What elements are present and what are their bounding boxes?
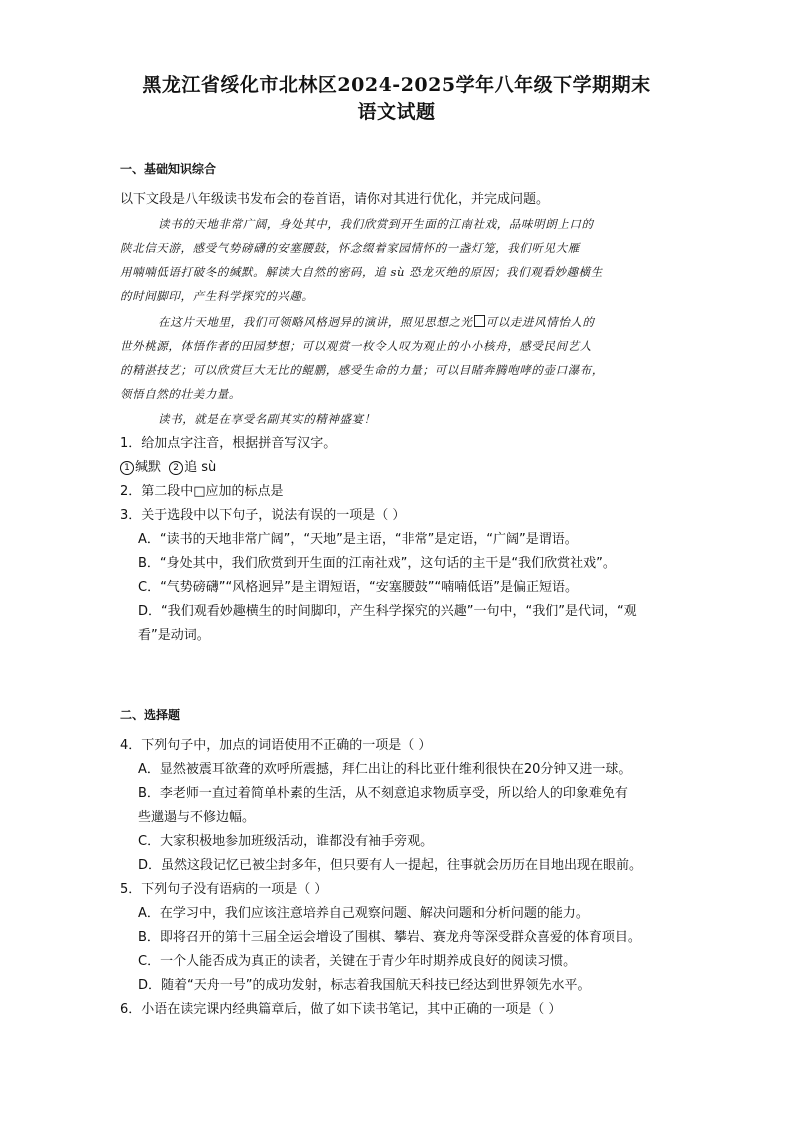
passage-text: 可以走进风情怡人的 [485, 315, 595, 329]
passage-line: 的时间脚印，产生科学探究的兴趣。 [120, 289, 314, 303]
passage-line: 用喃喃低语打破冬的缄默。解读大自然的密码，追 sù 恐龙灭绝的原因；我们观看妙趣横生 [120, 265, 603, 279]
question-3: 3．关于选段中以下句子，说法有误的一项是（ ） [120, 508, 406, 523]
passage-line: 领悟自然的壮美力量。 [120, 387, 241, 401]
passage-line: 世外桃源，体悟作者的田园梦想；可以观赏一枚令人叹为观止的小小核舟，感受民间艺人 [120, 339, 592, 353]
section1-intro: 以下文段是八年级读书发布会的卷首语，请你对其进行优化，并完成问题。 [120, 192, 550, 207]
question-1: 1．给加点字注音，根据拼音写汉字。 [120, 436, 337, 451]
question-6: 6．小语在读完课内经典篇章后，做了如下读书笔记，其中正确的一项是（ ） [120, 1002, 562, 1017]
item-text: 缄默 [135, 460, 162, 475]
question-5-option: B．即将召开的第十三届全运会增设了围棋、攀岩、赛龙舟等深受群众喜爱的体育项目。 [138, 930, 641, 945]
question-3-option: A．“读书的天地非常广阔”，“天地”是主语，“非常”是定语，“广阔”是谓语。 [138, 532, 578, 547]
question-5-option: D．随着“天舟一号”的成功发射，标志着我国航天科技已经达到世界领先水平。 [138, 978, 591, 993]
question-4: 4．下列句子中，加点的词语使用不正确的一项是（ ） [120, 738, 432, 753]
question-4-option: C．大家积极地参加班级活动，谁都没有袖手旁观。 [138, 834, 434, 849]
question-4-option: D．虽然这段记忆已被尘封多年，但只要有人一提起，往事就会历历在目地出现在眼前。 [138, 858, 643, 873]
section-heading-multiple-choice: 二、选择题 [120, 708, 181, 722]
question-5-option: C．一个人能否成为真正的读者，关键在于青少年时期养成良好的阅读习惯。 [138, 954, 577, 969]
passage-line: 读书的天地非常广阔，身处其中，我们欣赏到开生面的江南社戏，品味明朗上口的 [158, 217, 594, 231]
question-4-option: B．李老师一直过着简单朴素的生活，从不刻意追求物质享受，所以给人的印象难免有 [138, 786, 628, 801]
passage-line: 读书，就是在享受名副其实的精神盛宴！ [158, 412, 376, 426]
question-1-items [120, 460, 216, 476]
question-3-option: C．“气势磅礴”“风格迥异”是主谓短语，“安塞腰鼓”“喃喃低语”是偏正短语。 [138, 580, 578, 595]
exam-title-line2: 语文试题 [357, 101, 436, 123]
punctuation-blank-box [474, 315, 485, 327]
passage-text: 在这片天地里，我们可领略风格迥异的演讲，照见思想之光 [158, 315, 473, 329]
section-heading-basic-knowledge: 一、基础知识综合 [120, 162, 217, 176]
item-number-circle: 2 [169, 461, 183, 475]
question-4-option-continued: 些邋遢与不修边幅。 [138, 810, 256, 825]
item-text: 追 sù [184, 460, 217, 475]
question-5: 5．下列句子没有语病的一项是（ ） [120, 882, 328, 897]
question-2: 2．第二段中□应加的标点是 [120, 484, 284, 499]
question-3-option: B．“身处其中，我们欣赏到开生面的江南社戏”，这句话的主干是“我们欣赏社戏”。 [138, 556, 616, 571]
item-number-circle: 1 [120, 461, 134, 475]
question-3-option: D．“我们观看妙趣横生的时间脚印，产生科学探究的兴趣”一句中，“我们”是代词，“观 [138, 604, 637, 619]
passage-line: 陕北信天游，感受气势磅礴的安塞腰鼓，怀念缀着家园情怀的一盏灯笼，我们听见大雁 [120, 241, 580, 255]
passage-line: 的精湛技艺；可以欣赏巨大无比的鲲鹏，感受生命的力量；可以目睹奔腾咆哮的壶口瀑布， [120, 363, 604, 377]
question-5-option: A．在学习中，我们应该注意培养自己观察问题、解决问题和分析问题的能力。 [138, 906, 589, 921]
passage-line-with-blank [158, 315, 595, 330]
question-3-option-continued: 看”是动词。 [138, 628, 210, 643]
exam-title-line1: 黑龙江省绥化市北林区2024-2025学年八年级下学期期末 [142, 74, 651, 96]
question-4-option: A．显然被震耳欲聋的欢呼所震撼，拜仁出让的科比亚什维利很快在20分钟又进一球。 [138, 762, 632, 777]
